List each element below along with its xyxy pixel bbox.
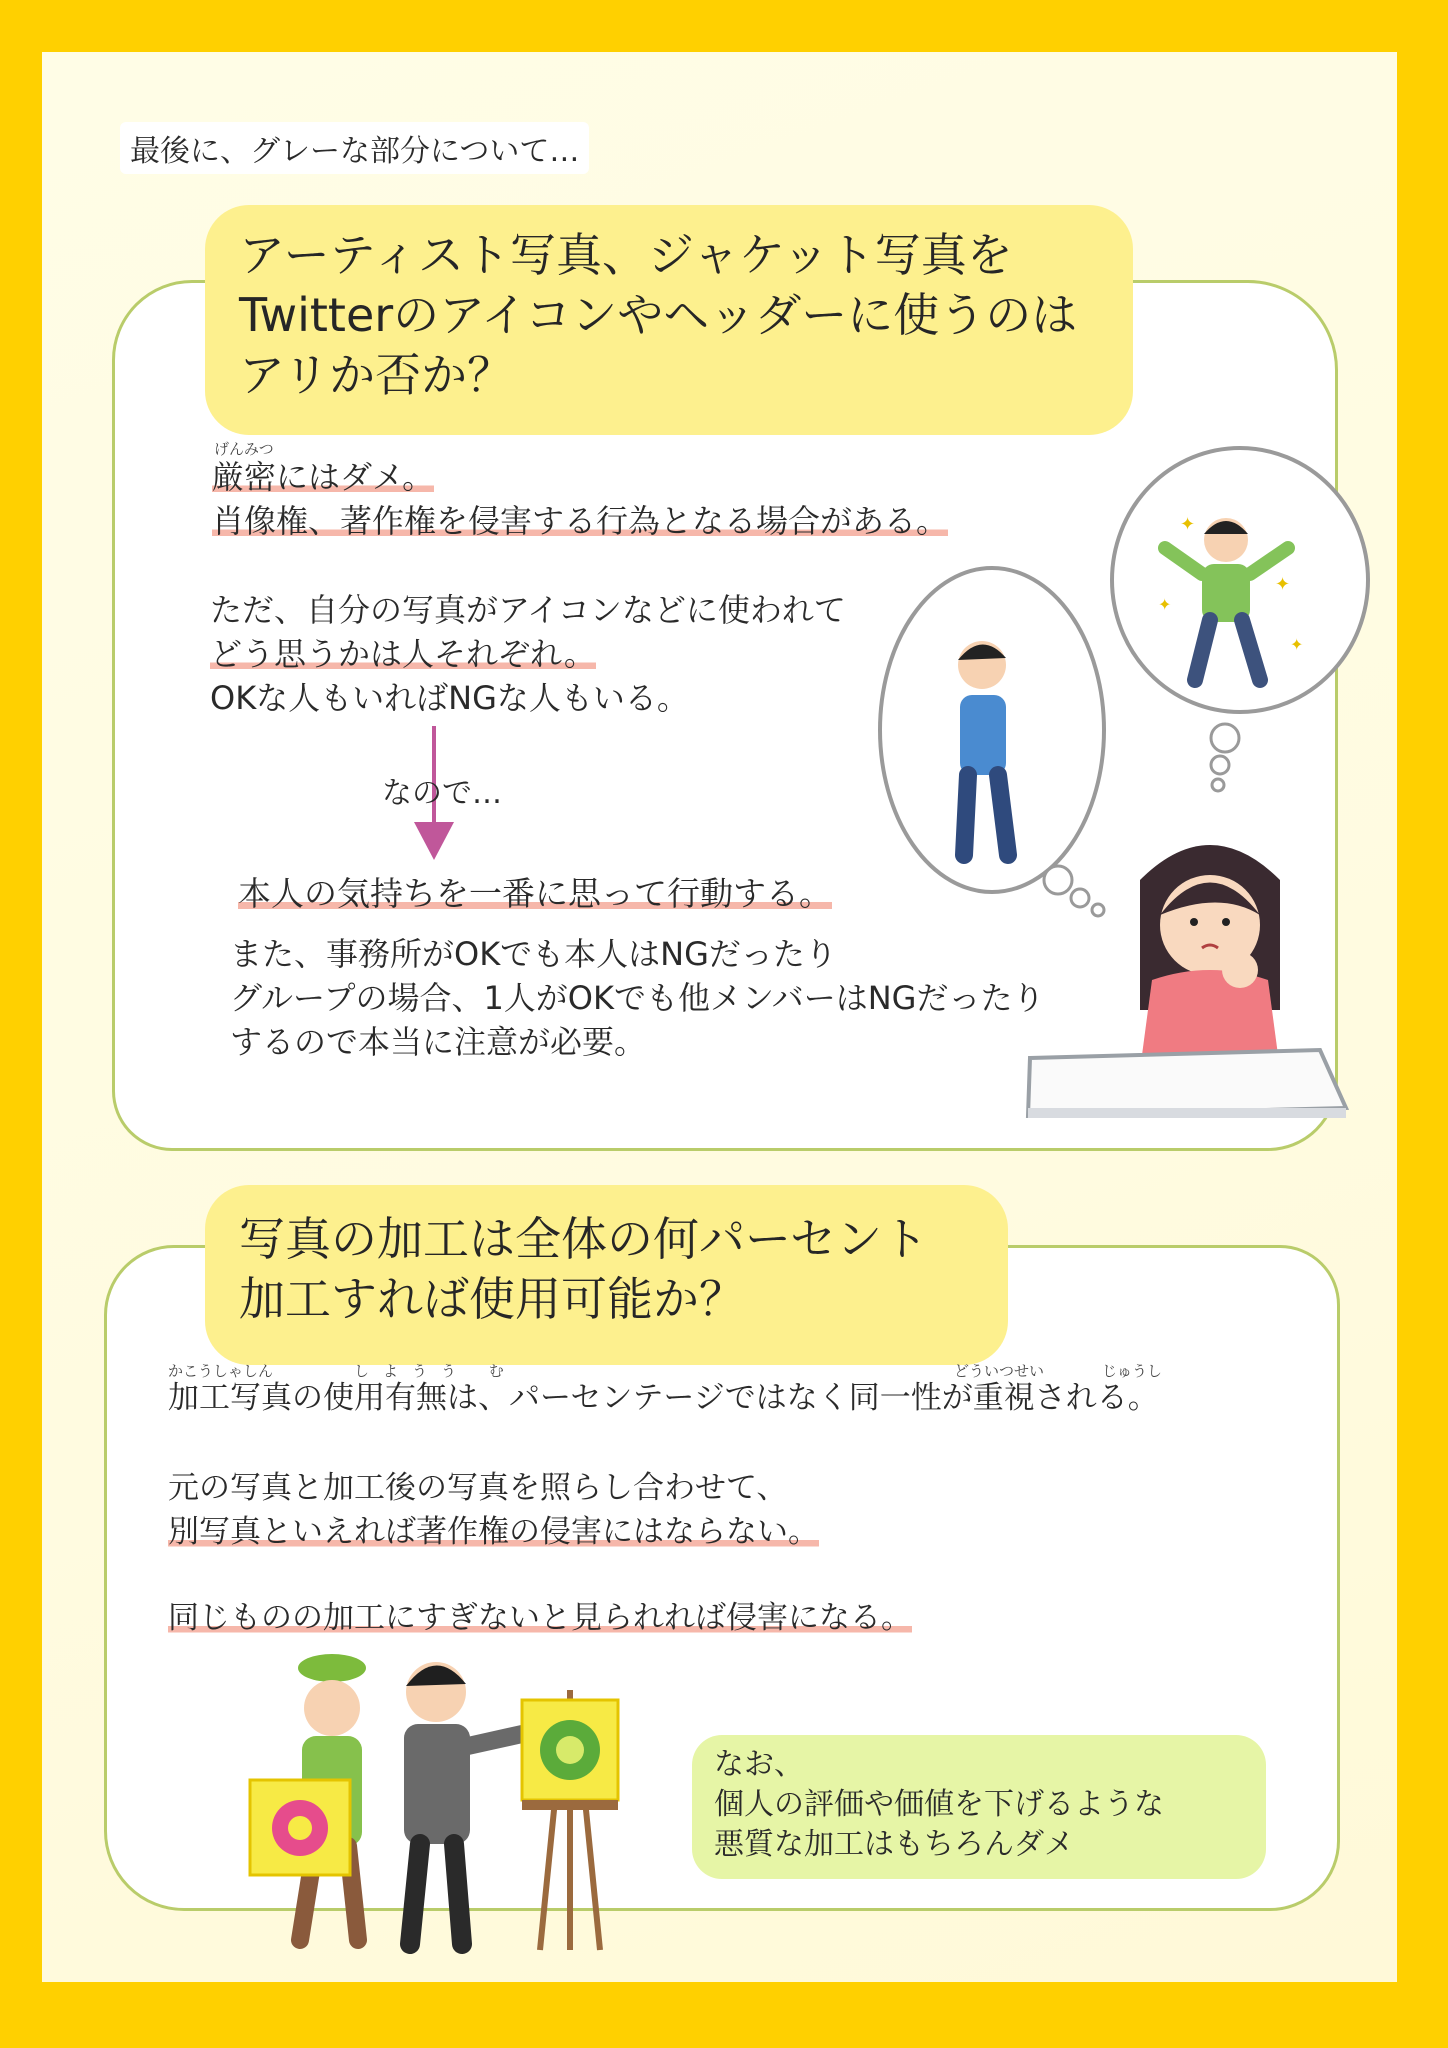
rights-infringement-text: 肖像権、著作権を侵害する行為となる場合がある。 xyxy=(212,502,949,540)
note-line-1: なお、 xyxy=(714,1747,804,1782)
extra-line-2: グループの場合、1人がOKでも他メンバーはNGだったり xyxy=(230,979,1045,1017)
ruby-douitsusei: どういつせい xyxy=(954,1362,1045,1380)
extra-line-1: また、事務所がOKでも本人はNGだったり xyxy=(230,935,837,973)
svg-text:✦: ✦ xyxy=(1275,574,1291,595)
compare-line-1: 元の写真と加工後の写真を照らし合わせて、 xyxy=(168,1470,788,1506)
ruby-juushi: じゅうし xyxy=(1102,1362,1163,1380)
arrow-label: なので… xyxy=(382,776,502,811)
note-box xyxy=(692,1735,1266,1879)
conclusion-text: 本人の気持ちを一番に思って行動する。 xyxy=(238,874,832,913)
painting-argument-illustration xyxy=(240,1650,640,1960)
svg-text:✦: ✦ xyxy=(1290,635,1304,654)
intro-text: 最後に、グレーな部分について… xyxy=(120,122,589,174)
section1-conclusion xyxy=(238,872,832,916)
identity-line: 加工写真の使用有無は、パーセンテージではなく同一性が重視される。 xyxy=(168,1380,1159,1416)
thinking-girl-illustration xyxy=(880,490,1360,1130)
strict-no-text: 厳密にはダメ。 xyxy=(212,458,435,496)
section1-title-line-2: Twitterのアイコンやヘッダーに使うのは xyxy=(239,288,1078,342)
svg-text:✦: ✦ xyxy=(1180,514,1196,535)
section2-title xyxy=(205,1185,1008,1365)
ruby-genmitsu: げんみつ xyxy=(214,440,274,458)
section2-title-line-2: 加工すれば使用可能か？ xyxy=(239,1272,745,1326)
infringement-text: 同じものの加工にすぎないと見られれば侵害になる。 xyxy=(168,1600,912,1636)
section1-body-2 xyxy=(210,588,846,720)
opinion-line-2: どう思うかは人それぞれ。 xyxy=(210,635,596,673)
pointing-man-icon xyxy=(404,1662,540,1944)
girl-icon xyxy=(1140,845,1280,1055)
note-line-3: 悪質な加工はもちろんダメ xyxy=(714,1827,1074,1862)
section1-title-line-3: アリか否か？ xyxy=(239,348,514,402)
ruby-shiyouumu: しようう む xyxy=(354,1362,518,1380)
section2-title-line-1: 写真の加工は全体の何パーセント xyxy=(239,1212,929,1266)
note-line-2: 個人の評価や価値を下げるような xyxy=(714,1787,1164,1822)
section1-title-line-1: アーティスト写真、ジャケット写真を xyxy=(239,228,1013,282)
compare-line-2: 別写真といえれば著作権の侵害にはならない。 xyxy=(168,1514,819,1550)
opinion-line-1: ただ、自分の写真がアイコンなどに使われて xyxy=(210,591,846,629)
infringement-line xyxy=(168,1596,912,1640)
ruby-kakoushashin: かこうしゃしん xyxy=(168,1362,274,1380)
section2-body xyxy=(168,1466,819,1554)
extra-line-3: するので本当に注意が必要。 xyxy=(230,1023,647,1061)
svg-text:✦: ✦ xyxy=(1158,595,1172,614)
opinion-line-3: OKな人もいればNGな人もいる。 xyxy=(210,679,689,717)
section1-body xyxy=(212,455,948,543)
section1-title xyxy=(205,205,1133,435)
